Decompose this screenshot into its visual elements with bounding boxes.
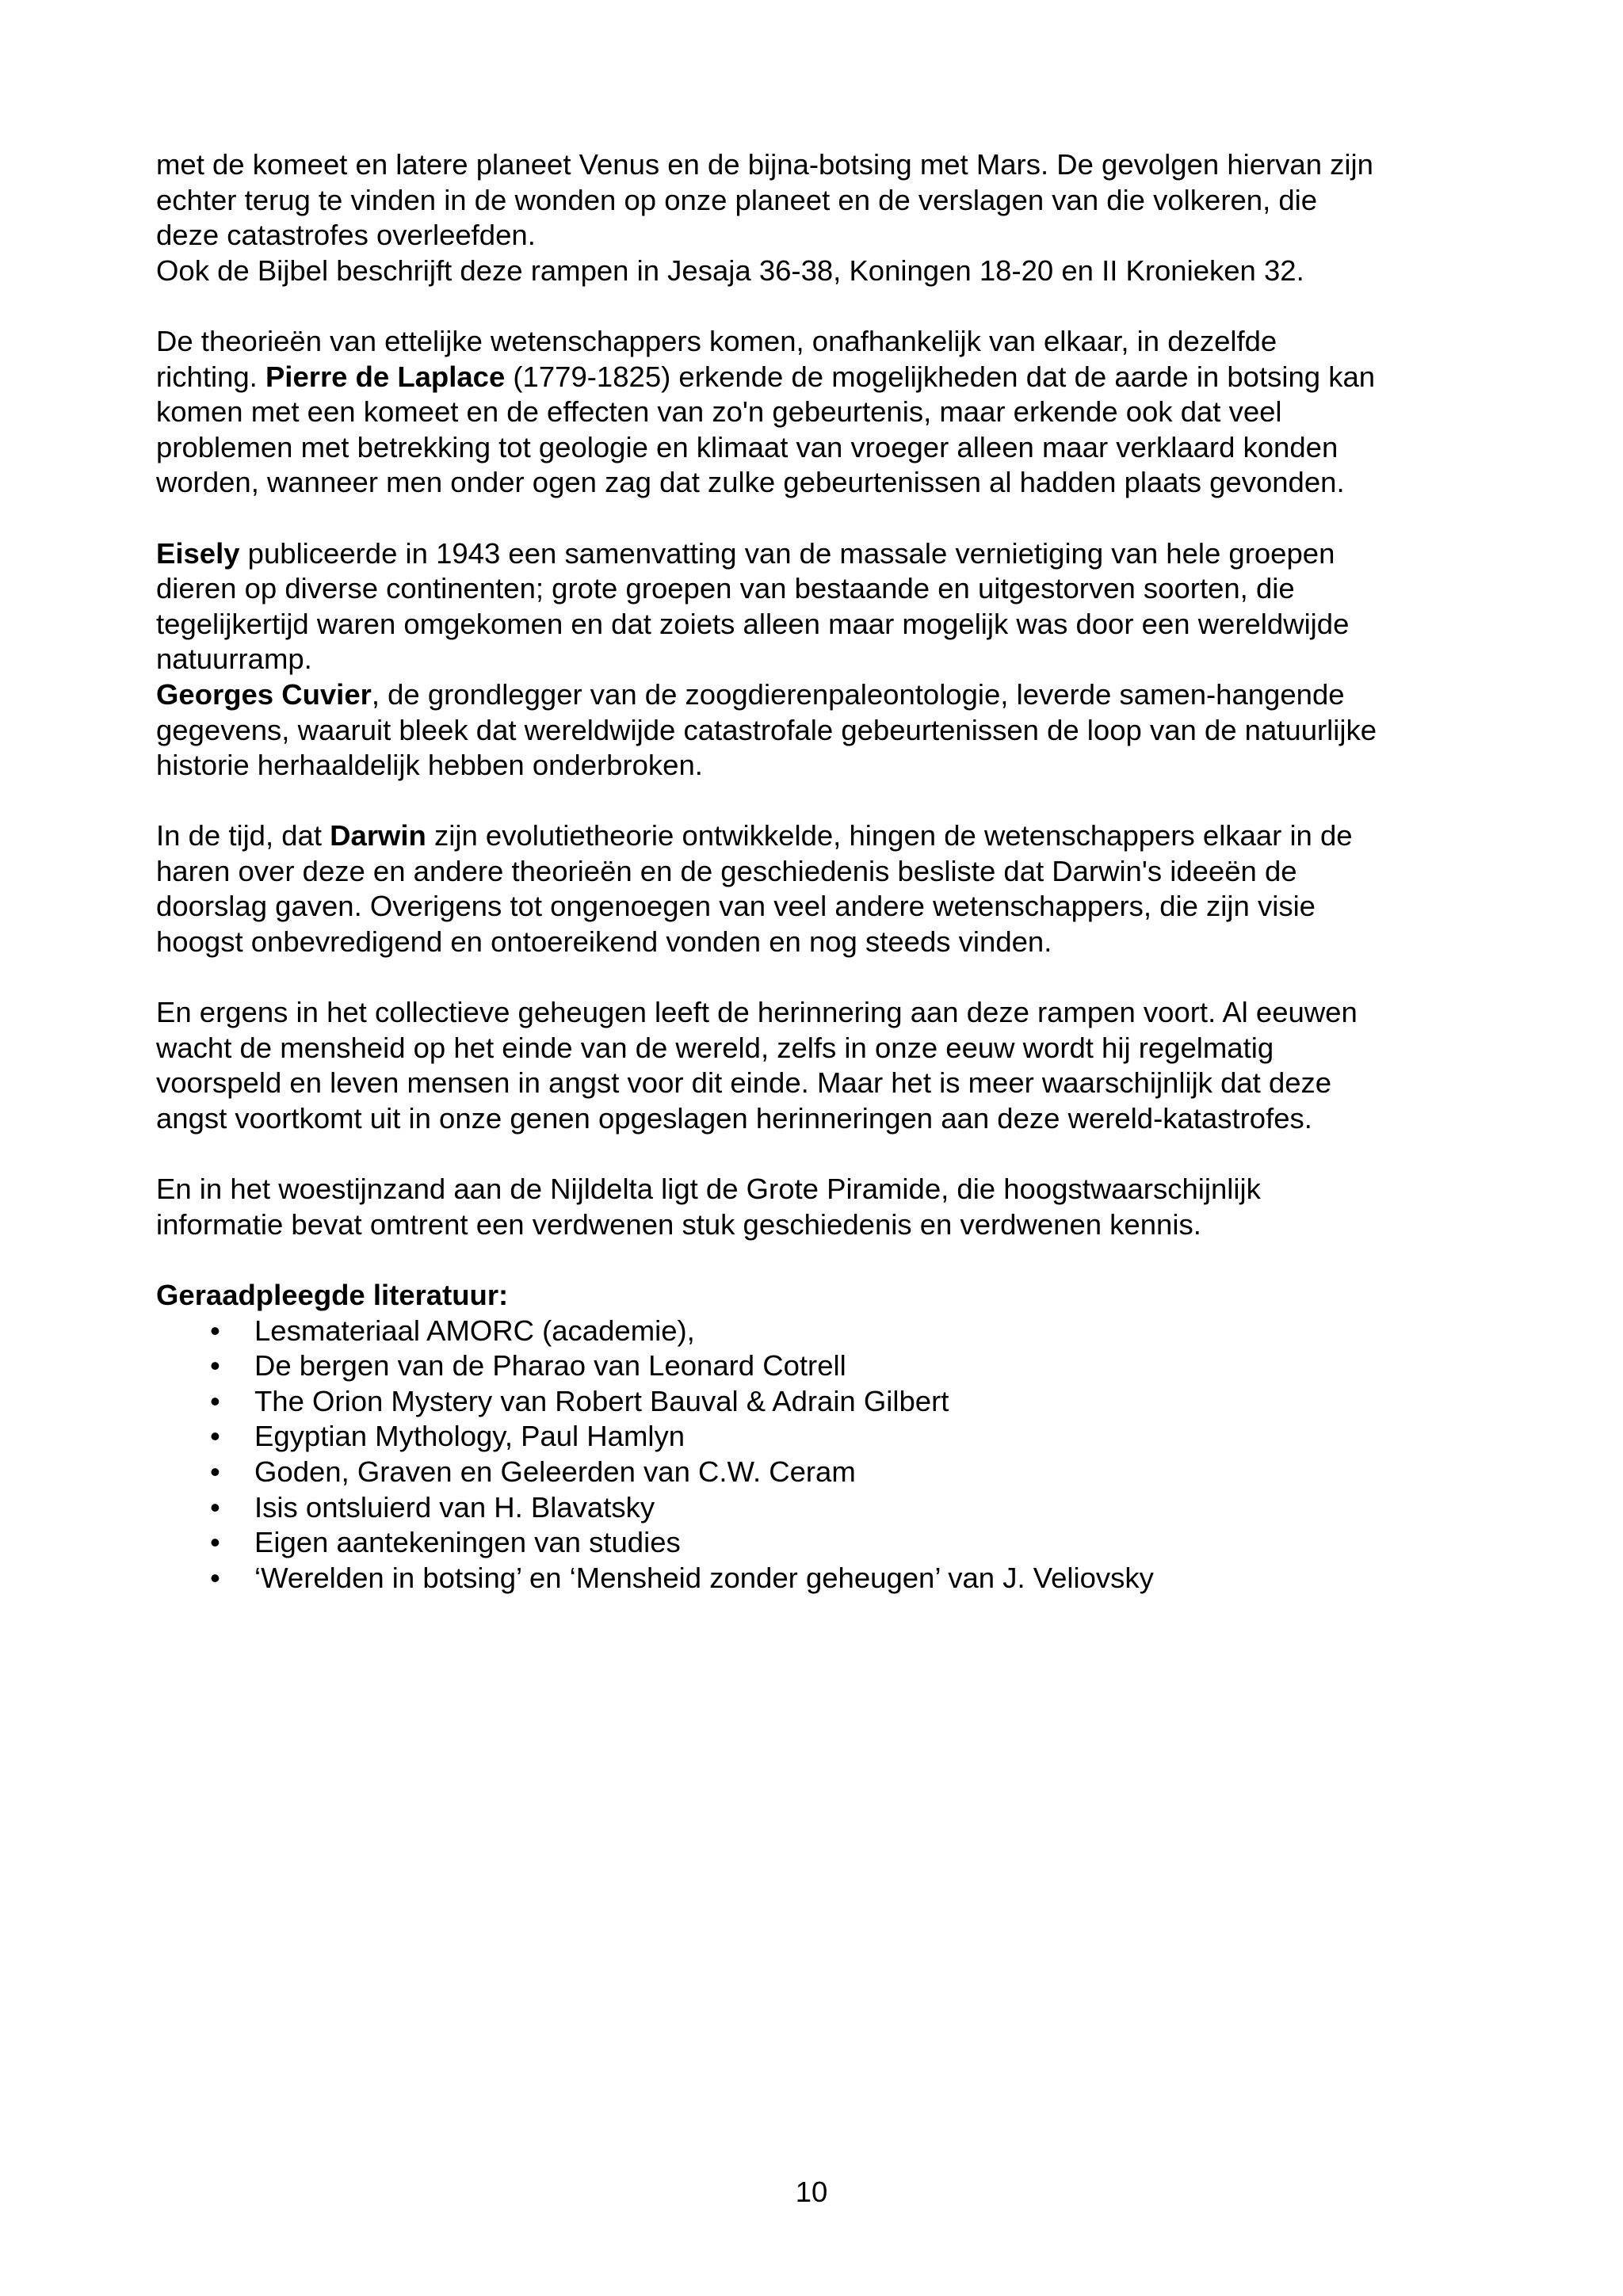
paragraph-line: En in het woestijnzand aan de Nijldelta ligt de Grote Piramide, die hoogstwaarschijnlijk: [156, 1173, 1261, 1206]
name-laplace: Pierre de Laplace: [265, 360, 506, 393]
paragraph-line: [156, 536, 1456, 572]
paragraph-line: [156, 818, 1456, 854]
bullet-icon: •: [210, 1420, 220, 1453]
list-item: [156, 1525, 1456, 1561]
list-item: [156, 1561, 1456, 1596]
paragraph-gap: [156, 288, 1456, 324]
paragraph-line: voorspeld en leven mensen in angst voor dit einde. Maar het is meer waarschijnlijk dat deze: [156, 1066, 1332, 1100]
paragraph-line: [156, 677, 1456, 713]
paragraph-gap: [156, 1137, 1456, 1173]
paragraph-gap: [156, 960, 1456, 996]
name-eisely: Eisely: [156, 536, 240, 570]
bullet-icon: •: [210, 1526, 220, 1559]
paragraph-line: wacht de mensheid op het einde van de wereld, zelfs in onze eeuw wordt hij regelmatig: [156, 1031, 1274, 1064]
paragraph-gap: [156, 501, 1456, 536]
paragraph-line: tegelijkertijd waren omgekomen en dat zoiets alleen maar mogelijk was door een wereldwijde: [156, 607, 1350, 640]
paragraph-line: informatie bevat omtrent een verdwenen stuk geschiedenis en verdwenen kennis.: [156, 1207, 1201, 1241]
list-item-text: ‘Werelden in botsing’ en ‘Mensheid zonder geheugen’ van J. Veliovsky: [254, 1561, 1154, 1594]
text-run: publiceerde in 1943 een samenvatting van de massale vernietiging van hele groepen: [239, 536, 1335, 570]
paragraph-line: [156, 360, 1456, 395]
text-run: (1779-1825) erkende de mogelijkheden dat de aarde in botsing kan: [505, 360, 1376, 393]
page-body: [156, 147, 1456, 1596]
list-item: [156, 1348, 1456, 1384]
paragraph-line: doorslag gaven. Overigens tot ongenoegen van veel andere wetenschappers, die zijn visie: [156, 890, 1316, 923]
paragraph-line: problemen met betrekking tot geologie en klimaat van vroeger alleen maar verklaard konden: [156, 430, 1338, 463]
paragraph-line: komen met een komeet en de effecten van zo'n gebeurtenis, maar erkende ook dat veel: [156, 395, 1282, 429]
paragraph-line: hoogst onbevredigend en ontoereikend vonden en nog steeds vinden.: [156, 925, 1052, 959]
literature-list: [156, 1314, 1456, 1596]
bullet-icon: •: [210, 1455, 220, 1488]
text-run: zijn evolutietheorie ontwikkelde, hingen de wetenschappers elkaar in de: [426, 819, 1353, 852]
list-item-text: Isis ontsluierd van H. Blavatsky: [254, 1490, 655, 1524]
paragraph-line: echter terug te vinden in de wonden op onze planeet en de verslagen van die volkeren, die: [156, 183, 1318, 216]
list-item-text: De bergen van de Pharao van Leonard Cotrell: [254, 1349, 846, 1383]
paragraph-line: De theorieën van ettelijke wetenschappers komen, onafhankelijk van elkaar, in dezelfde: [156, 324, 1277, 357]
paragraph-gap: [156, 1242, 1456, 1278]
paragraph-line: historie herhaaldelijk hebben onderbroken.: [156, 749, 703, 782]
text-run: In de tijd, dat: [156, 819, 330, 852]
paragraph-line: haren over deze en andere theorieën en de geschiedenis besliste dat Darwin's ideeën de: [156, 854, 1297, 887]
list-item-text: Lesmateriaal AMORC (academie),: [254, 1314, 695, 1347]
list-item: [156, 1490, 1456, 1526]
paragraph-line: dieren op diverse continenten; grote groepen van bestaande en uitgestorven soorten, die: [156, 572, 1295, 605]
paragraph-line: natuurramp.: [156, 643, 312, 676]
paragraph-line: angst voortkomt uit in onze genen opgeslagen herinneringen aan deze wereld-katastrofes.: [156, 1102, 1312, 1135]
list-item-text: Goden, Graven en Geleerden van C.W. Ceram: [254, 1455, 856, 1488]
list-item-text: The Orion Mystery van Robert Bauval & Adrain Gilbert: [254, 1384, 949, 1417]
text-run: , de grondlegger van de zoogdierenpaleontologie, leverde samen-hangende: [371, 677, 1345, 711]
bullet-icon: •: [210, 1349, 220, 1383]
paragraph-line: En ergens in het collectieve geheugen leeft de herinnering aan deze rampen voort. Al eeuwen: [156, 996, 1358, 1029]
list-item: [156, 1419, 1456, 1455]
text-run: richting.: [156, 360, 265, 393]
paragraph-line: Ook de Bijbel beschrijft deze rampen in Jesaja 36-38, Koningen 18-20 en II Kronieken 32.: [156, 254, 1304, 287]
literature-heading: Geraadpleegde literatuur:: [156, 1279, 509, 1311]
list-item-text: Eigen aantekeningen van studies: [254, 1526, 681, 1559]
bullet-icon: •: [210, 1561, 220, 1594]
bullet-icon: •: [210, 1314, 220, 1347]
paragraph-line: met de komeet en latere planeet Venus en de bijna-botsing met Mars. De gevolgen hiervan zijn: [156, 148, 1373, 181]
bullet-icon: •: [210, 1490, 220, 1524]
list-item: [156, 1314, 1456, 1349]
name-cuvier: Georges Cuvier: [156, 677, 372, 711]
bullet-icon: •: [210, 1384, 220, 1417]
list-item-text: Egyptian Mythology, Paul Hamlyn: [254, 1420, 685, 1453]
paragraph-line: worden, wanneer men onder ogen zag dat zulke gebeurtenissen al hadden plaats gevonden.: [156, 466, 1345, 499]
list-item: [156, 1455, 1456, 1490]
name-darwin: Darwin: [330, 819, 426, 852]
page-number: 10: [795, 2176, 828, 2208]
paragraph-line: gegevens, waaruit bleek dat wereldwijde catastrofale gebeurtenissen de loop van de natuurlijke: [156, 713, 1377, 746]
paragraph-line: deze catastrofes overleefden.: [156, 219, 536, 252]
list-item: [156, 1384, 1456, 1420]
paragraph-gap: [156, 784, 1456, 819]
